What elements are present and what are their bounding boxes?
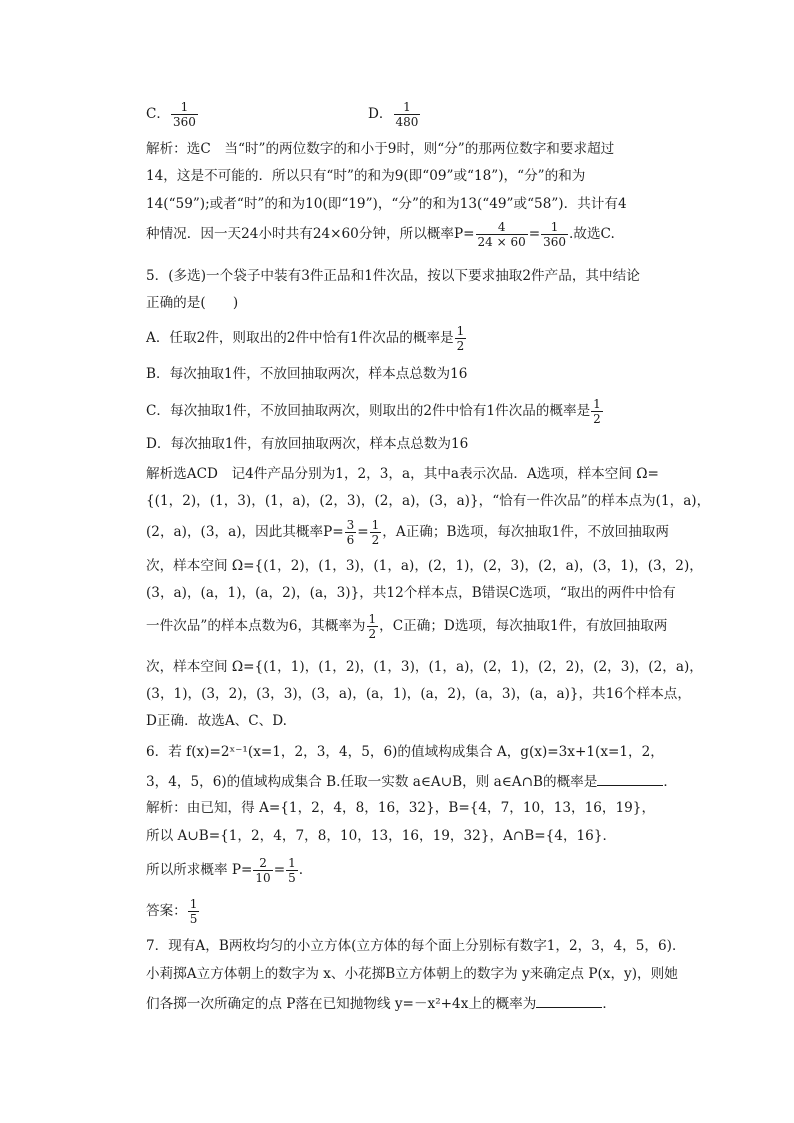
denominator: 6 <box>346 533 355 547</box>
text: = <box>357 524 369 540</box>
q5-analysis-line-1: 解析选ACD 记4件产品分别为1，2，3，a，其中a表示次品．A选项，样本空间 Ω= <box>146 466 659 482</box>
q7-stem-line-3 <box>146 993 616 1014</box>
numerator: 4 <box>476 220 528 235</box>
q5-option-c <box>146 397 604 426</box>
q7-stem-line-2: 小莉掷A立方体朝上的数字为 x、小花掷B立方体朝上的数字为 y来确定点 P(x，y)，则她 <box>146 966 678 982</box>
numerator: 1 <box>368 612 377 626</box>
q5-analysis-line-7: 次，样本空间 Ω={(1，1)，(1，2)，(1，3)，(1，a)，(2，1)，(2，2)，(2，3)，(2，a)， <box>146 659 703 675</box>
answer-blank <box>597 771 663 786</box>
denominator: 2 <box>593 412 601 426</box>
denominator: 2 <box>371 533 380 547</box>
text: ． <box>663 774 677 790</box>
text: 3，4，5，6)的值域构成集合 B.任取一实数 a∈A∪B，则 a∈A∩B的概率是 <box>146 774 598 790</box>
numerator: 1 <box>371 518 380 532</box>
numerator: 3 <box>346 518 355 532</box>
fraction <box>476 220 528 249</box>
denominator: 2 <box>456 339 465 353</box>
fraction <box>455 324 467 353</box>
text: (2，a)，(3，a)，因此其概率P= <box>146 524 344 540</box>
numerator: 2 <box>253 856 272 871</box>
denominator: 10 <box>255 871 271 885</box>
fraction <box>286 856 298 885</box>
q4-option-c <box>146 100 199 129</box>
q6-stem-line-2 <box>146 771 677 792</box>
fraction <box>591 397 603 426</box>
numerator: 1 <box>288 856 296 870</box>
denominator: 24 × 60 <box>477 235 526 249</box>
numerator: 1 <box>189 897 198 911</box>
fraction <box>541 220 568 249</box>
q6-analysis-line-2: 所以 A∪B={1，2，4，7，8，10，13，16，19，32}，A∩B={4，16}． <box>146 828 617 844</box>
denominator: 2 <box>368 627 377 641</box>
numerator: 1 <box>541 220 568 235</box>
q5-option-a <box>146 324 467 353</box>
q4-analysis-line-2: 14，这是不可能的．所以只有“时”的和为9(即“09”或“18”)，“分”的和为 <box>146 168 586 184</box>
text: C．每次抽取1件，不放回抽取两次，则取出的2件中恰有1件次品的概率是 <box>146 403 591 419</box>
text: 们各掷一次所确定的点 P落在已知抛物线 y=－x²+4x上的概率为 <box>146 996 537 1012</box>
option-label: C． <box>146 106 170 122</box>
text: ，A正确；B选项，每次抽取1件，不放回抽取两 <box>382 524 670 540</box>
q5-option-b: B．每次抽取1件，不放回抽取两次，样本点总数为16 <box>146 366 468 382</box>
text: 答案： <box>146 903 187 919</box>
q4-analysis-line-1: 解析：选C 当“时”的两位数字的和小于9时，则“分”的那两位数字和要求超过 <box>146 141 615 157</box>
numerator: 1 <box>394 100 421 115</box>
fraction <box>188 897 200 926</box>
fraction <box>367 612 379 641</box>
q5-option-d: D．每次抽取1件，有放回抽取两次，样本点总数为16 <box>146 436 469 452</box>
text: . <box>298 862 304 878</box>
option-label: D． <box>368 106 393 122</box>
fraction <box>345 518 357 547</box>
q5-stem-line-2: 正确的是( ) <box>146 295 239 311</box>
text: .故选C. <box>569 226 615 242</box>
q5-stem-line-1: 5．(多选)一个袋子中装有3件正品和1件次品，按以下要求抽取2件产品，其中结论 <box>146 268 640 284</box>
text: 一件次品”的样本点数为6，其概率为 <box>146 618 366 634</box>
q5-analysis-line-5: (3，a)，(a，1)，(a，2)，(a，3)}，共12个样本点，B错误C选项，“取出的两件中恰有 <box>146 585 676 601</box>
answer-blank <box>536 993 602 1008</box>
text: = <box>273 862 286 878</box>
q6-answer <box>146 897 200 926</box>
numerator: 1 <box>171 100 198 115</box>
q6-analysis-line-3 <box>146 856 303 885</box>
q4-analysis-line-3: 14(“59”);或者“时”的和为10(即“19”)，“分”的和为13(“49”或“58”)．共计有4 <box>146 196 627 212</box>
q4-option-d <box>368 100 421 129</box>
q5-analysis-line-9: D正确．故选A、C、D. <box>146 713 288 729</box>
text: 所以所求概率 P= <box>146 862 253 878</box>
q6-analysis-line-1: 解析：由已知，得 A={1，2，4，8，16，32}，B={4，7，10，13，16，19}， <box>146 800 656 816</box>
fraction <box>253 856 272 885</box>
fraction <box>171 100 198 129</box>
q4-analysis-line-4 <box>146 220 615 249</box>
q5-analysis-line-4: 次，样本空间 Ω={(1，2)，(1，3)，(1，a)，(2，1)，(2，3)，(2，a)，(3，1)，(3，2)， <box>146 558 703 574</box>
text: = <box>528 226 541 242</box>
denominator: 480 <box>395 115 419 129</box>
text: 种情况．因一天24小时共有24×60分钟，所以概率P= <box>146 226 475 242</box>
denominator: 5 <box>288 871 296 885</box>
q5-analysis-line-6 <box>146 612 667 641</box>
q6-stem-line-1: 6．若 f(x)=2ˣ⁻¹(x=1，2，3，4，5，6)的值域构成集合 A，g(x)=3x+1(x=1，2， <box>146 744 664 760</box>
q7-stem-line-1: 7．现有A，B两枚均匀的小立方体(立方体的每个面上分别标有数字1，2，3，4，5，6)． <box>146 938 686 954</box>
fraction <box>394 100 421 129</box>
text: A．任取2件，则取出的2件中恰有1件次品的概率是 <box>146 330 454 346</box>
denominator: 5 <box>189 912 198 926</box>
q5-analysis-line-8: (3，1)，(3，2)，(3，3)，(3，a)，(a，1)，(a，2)，(a，3)，(a，a)}，共16个样本点， <box>146 686 691 702</box>
text: ，C正确；D选项，每次抽取1件，有放回抽取两 <box>379 618 668 634</box>
q5-analysis-line-3 <box>146 518 669 547</box>
numerator: 1 <box>456 324 465 338</box>
fraction <box>370 518 382 547</box>
numerator: 1 <box>593 397 601 411</box>
denominator: 360 <box>173 115 196 129</box>
q5-analysis-line-2: {(1，2)，(1，3)，(1，a)，(2，3)，(2，a)，(3，a)}，“恰有一件次品”的样本点为(1，a)， <box>146 493 711 509</box>
denominator: 360 <box>543 235 567 249</box>
text: ． <box>602 996 616 1012</box>
